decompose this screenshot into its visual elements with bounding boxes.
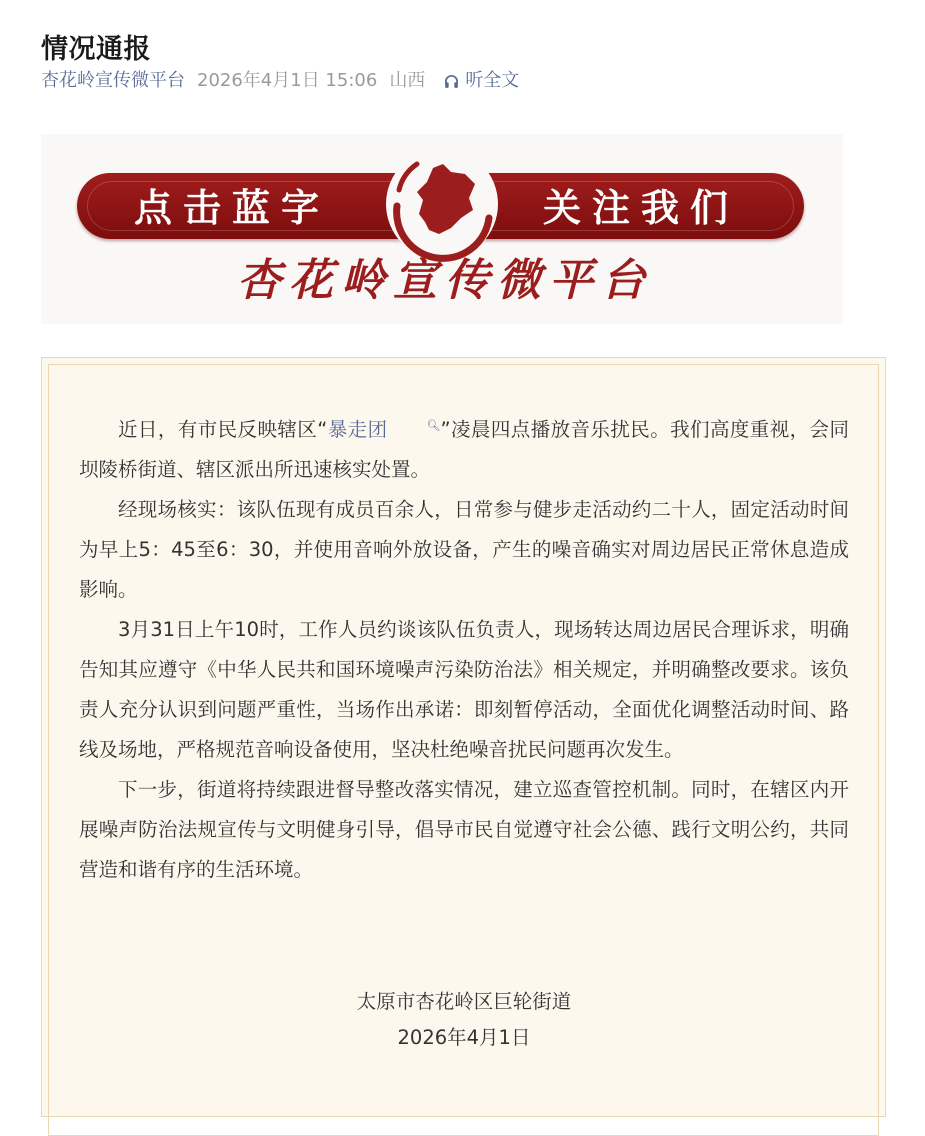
notice-paragraph-3: 3月31日上午10时，工作人员约谈该队伍负责人，现场转达周边居民合理诉求，明确告知其应遵守《中华人民共和国环境噪声污染防治法》相关规定，并明确整改要求。该负责人充分认识到问题严重性，当场作出承诺：即刻暂停活动，全面优化调整活动时间、路线及场地，严格规范音响设备使用，坚决杜绝噪音扰民问题再次发生。 — [79, 618, 849, 761]
publish-time: 2026年4月1日 15:06 — [197, 70, 378, 91]
banner-right-text: 关注我们 — [543, 185, 740, 230]
shanxi-map-emblem-icon — [377, 144, 507, 262]
signature-date: 2026年4月1日 — [397, 1026, 531, 1049]
notice-paragraph-4: 下一步，街道将持续跟进督导整改落实情况，建立巡查管控机制。同时，在辖区内开展噪声防治法规宣传与文明健身引导，倡导市民自觉遵守社会公德、践行文明公约，共同营造和谐有序的生活环境。 — [79, 778, 849, 881]
account-name-link[interactable]: 杏花岭宣传微平台 — [41, 70, 185, 91]
notice-paragraph-2: 经现场核实：该队伍现有成员百余人，日常参与健步走活动约二十人，固定活动时间为早上5：45至6：30，并使用音响外放设备，产生的噪音确实对周边居民正常休息造成影响。 — [79, 498, 849, 601]
listen-label: 听全文 — [465, 70, 520, 91]
notice-paragraph-1: 近日，有市民反映辖区“暴走团 🔍︎”凌晨四点播放音乐扰民。我们高度重视，会同坝陵桥街道、辖区派出所迅速核实处置。 — [79, 418, 849, 481]
keyword-search-link[interactable]: 暴走团 🔍︎ — [327, 418, 441, 441]
signature-org: 太原市杏花岭区巨轮街道 — [356, 990, 572, 1013]
banner-left-text: 点击蓝字 — [134, 185, 331, 230]
follow-banner-image — [41, 134, 843, 324]
banner-platform-name: 杏花岭宣传微平台 — [237, 255, 653, 306]
article-title: 情况通报 — [41, 34, 151, 66]
article-meta — [41, 66, 519, 96]
publish-region: 山西 — [389, 70, 426, 91]
search-icon: 🔍︎ — [426, 418, 441, 432]
listen-button[interactable] — [443, 66, 519, 96]
headphones-icon — [443, 73, 460, 90]
notice-body — [79, 410, 849, 890]
